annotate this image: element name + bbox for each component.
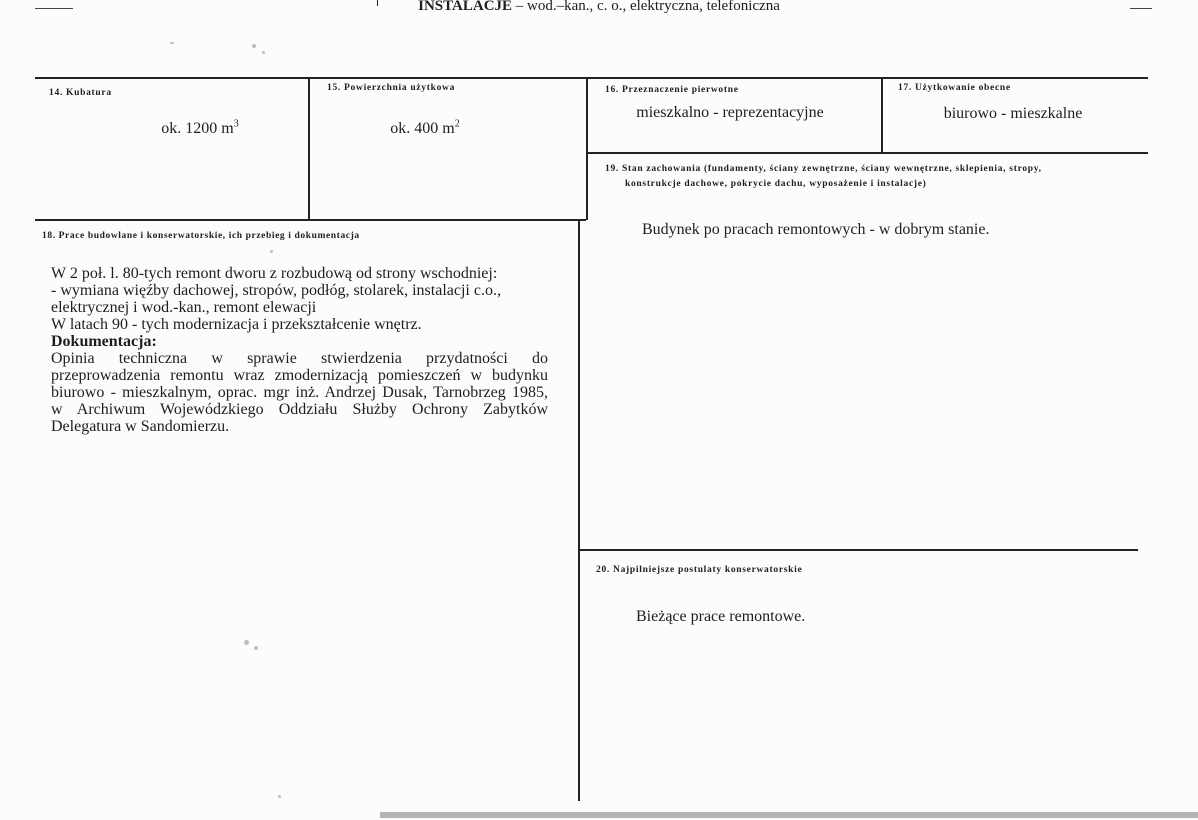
documentation-line: Opinia techniczna w sprawie stwierdzenia przydatności do (51, 350, 548, 367)
scan-speck (278, 795, 281, 798)
field-18-body (51, 265, 548, 435)
field-20-value: Bieżące prace remontowe. (636, 608, 806, 625)
header-title-rest: – wod.–kan., c. o., elektryczna, telefoniczna (512, 0, 780, 14)
divider-16-19 (586, 152, 1148, 154)
divider-14-15 (308, 77, 310, 220)
scan-bottom-edge (380, 812, 1198, 818)
field-14-value-text: ok. 1200 m (161, 120, 234, 137)
documentation-line: przeprowadzenia remontu wraz zmodernizacją pomieszczeń w budynku (51, 367, 548, 384)
documentation-line: biurowo - mieszkalnym, oprac. mgr inż. Andrzej Dusak, Tarnobrzeg 1985, (51, 384, 548, 401)
scan-speck (170, 42, 174, 44)
field-14-label: 14. Kubatura (49, 88, 112, 98)
field-14-value (120, 120, 280, 138)
field-19-label (605, 162, 1145, 192)
field-18-label: 18. Prace budowlane i konserwatorskie, ich przebieg i dokumentacja (42, 231, 360, 241)
field-18-line: - wymiana więźby dachowej, stropów, podłóg, stolarek, instalacji c.o., (51, 282, 501, 299)
form-top-border (35, 77, 1148, 79)
scan-speck (252, 44, 256, 48)
field-18-line: W 2 poł. l. 80-tych remont dworu z rozbudową od strony wschodniej: (51, 265, 498, 282)
field-15-value-text: ok. 400 m (390, 120, 455, 137)
field-18-line: elektrycznej i wod.-kan., remont elewacji (51, 299, 317, 316)
page-header (0, 0, 1198, 15)
field-15-value-sup: 2 (454, 118, 460, 130)
top-tick-mark (377, 0, 378, 6)
divider-row1-18 (35, 219, 586, 221)
field-15-value (345, 120, 505, 138)
divider-19-20 (578, 549, 1138, 551)
field-14-value-sup: 3 (233, 118, 239, 130)
left-column-right-border (578, 219, 580, 801)
divider-16-17 (881, 77, 883, 153)
field-19-label-line1: 19. Stan zachowania (fundamenty, ściany zewnętrzne, ściany wewnętrzne, sklepienia, stropy, (605, 164, 1042, 174)
scan-speck (244, 640, 249, 645)
field-19-value: Budynek po pracach remontowych - w dobrym stanie. (642, 221, 990, 238)
top-left-mark (35, 8, 73, 9)
field-16-value: mieszkalno - reprezentacyjne (636, 104, 824, 121)
field-15-label: 15. Powierzchnia użytkowa (327, 83, 456, 93)
scan-speck (262, 51, 265, 54)
field-16-label: 16. Przeznaczenie pierwotne (605, 85, 739, 95)
field-17-label: 17. Użytkowanie obecne (898, 83, 1011, 93)
field-19-label-line2: konstrukcje dachowe, pokrycie dachu, wyposażenie i instalacje) (625, 179, 927, 189)
field-17-value: biurowo - mieszkalne (943, 105, 1083, 122)
header-title-bold: INSTALACJE (418, 0, 513, 14)
scan-speck (270, 250, 273, 253)
divider-15-16 (586, 77, 588, 220)
documentation-line: w Archiwum Wojewódzkiego Oddziału Służby Ochrony Zabytków (51, 401, 548, 418)
top-right-mark (1130, 8, 1152, 9)
scan-speck (254, 646, 258, 650)
documentation-last-line: Delegatura w Sandomierzu. (51, 418, 230, 435)
field-18-line: W latach 90 - tych modernizacja i przekształcenie wnętrz. (51, 316, 422, 333)
documentation-heading: Dokumentacja: (51, 333, 157, 350)
field-20-label: 20. Najpilniejsze postulaty konserwatorskie (596, 565, 803, 575)
